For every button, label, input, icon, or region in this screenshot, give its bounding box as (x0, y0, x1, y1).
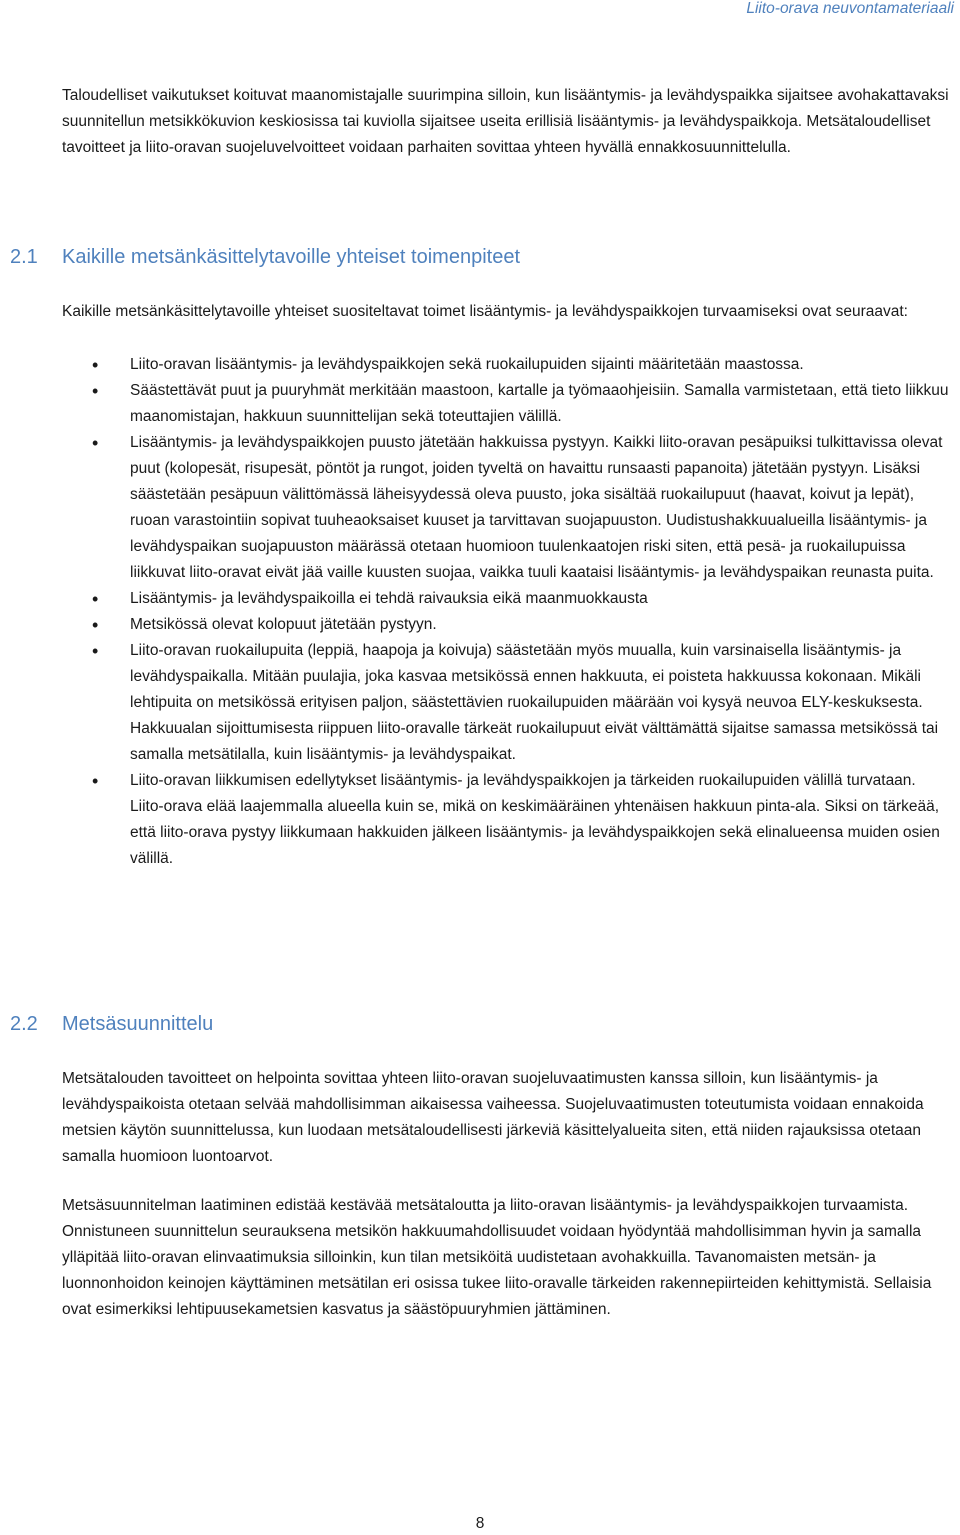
section-number: 2.2 (10, 1013, 38, 1035)
section-title: Kaikille metsänkäsittelytavoille yhteiset toimenpiteet (62, 246, 520, 268)
section-2-2-paragraph: Metsäsuunnitelman laatiminen edistää kestävää metsätaloutta ja liito-oravan lisääntymis- ja levähdyspaikkojen turvaamista. Onnistuneen suunnittelun seurauksena metsikön hakkuumahdollisuudet voidaan hyödyntää mahdollisimman hyvin ja samalla ylläpitää liito-oravan elinvaatimuksia silloinkin, kun tilan metsiköitä uudistetaan avohakkuilla. Tavanomaisten metsän- ja luonnonhoidon keinojen käyttäminen metsätilan eri osissa tukee liito-oravalle tärkeiden rakennepiirteiden kehittymistä. Sellaisia ovat esimerkiksi lehtipuusekametsien kasvatus ja säästöpuuryhmien jättäminen. (62, 1197, 932, 1318)
list-item: • Liito-oravan liikkumisen edellytykset lisääntymis- ja levähdyspaikkojen ja tärkeiden ruokailupuiden välillä turvataan. Liito-orava elää laajemmalla alueella kuin se, mikä on keskimääräinen yhtenäisen hakkuun pinta-ala. Siksi on tärkeää, että liito-orava pystyy liikkumaan hakkuiden jälkeen lisääntymis- ja levähdyspaikkojen sekä elinalueensa muiden osien välillä. (62, 768, 952, 872)
page-number: 8 (475, 1515, 485, 1532)
list-item: • Säästettävät puut ja puuryhmät merkitään maastoon, kartalle ja työmaaohjeisiin. Samalla varmistetaan, että tieto liikkuu maanomistajan, hakkuun suunnittelijan sekä toteuttajien välillä. (62, 378, 952, 430)
section-heading-2-2 (10, 1013, 213, 1036)
section-2-2-paragraph: Metsätalouden tavoitteet on helpointa sovittaa yhteen liito-oravan suojeluvaatimusten kanssa silloin, kun lisääntymis- ja levähdyspaikoista otetaan selvää mahdollisimman aikaisessa vaiheessa. Suojeluvaatimusten toteutumista voidaan ennakoida metsien käytön suunnittelussa, kun luodaan metsätaloudellisesti järkeviä käsittelyalueita siten, että niiden rajauksissa otetaan samalla huomioon luontoarvot. (62, 1070, 924, 1165)
section-heading-2-1 (10, 246, 520, 269)
intro-paragraph: Taloudelliset vaikutukset koituvat maanomistajalle suurimpina silloin, kun lisääntymis- ja levähdyspaikka sijaitsee avohakattavaksi suunnitellun metsikkökuvion keskiosissa tai kuviolla sijaitsee useita erillisiä lisääntymis- ja levähdyspaikkoja. Metsätaloudelliset tavoitteet ja liito-oravan suojeluvelvoitteet voidaan parhaiten sovittaa yhteen hyvällä ennakkosuunnittelulla. (62, 87, 949, 156)
list-item: • Lisääntymis- ja levähdyspaikoilla ei tehdä raivauksia eikä maanmuokkausta (62, 586, 952, 612)
section-2-1-lead: Kaikille metsänkäsittelytavoille yhteiset suositeltavat toimet lisääntymis- ja levähdyspaikkojen turvaamiseksi ovat seuraavat: (62, 303, 908, 320)
document-header-title: Liito-orava neuvontamateriaali (746, 0, 954, 17)
bullet-list (62, 352, 952, 872)
section-number: 2.1 (10, 246, 38, 268)
list-item: • Liito-oravan ruokailupuita (leppiä, haapoja ja koivuja) säästetään myös muualla, kuin varsinaisella lisääntymis- ja levähdyspaikalla. Mitään puulajia, joka kasvaa metsikössä ennen hakkuuta, ei poisteta hakkuussa kokonaan. Mikäli lehtipuita on metsikössä erityisen paljon, säästettävien ruokailupuiden määrään voi kysyä neuvoa ELY-keskuksesta. Hakkuualan sijoittumisesta riippuen liito-oravalle tärkeät ruokailupuut eivät välttämättä sijaitse samassa metsikössä tai samalla metsätilalla, kuin lisääntymis- ja levähdyspaikat. (62, 638, 952, 768)
list-item: • Lisääntymis- ja levähdyspaikkojen puusto jätetään hakkuissa pystyyn. Kaikki liito-oravan pesäpuiksi tulkittavissa olevat puut (kolopesät, risupesät, pöntöt ja rungot, joiden tyveltä on havaittu runsaasti papanoita) jätetään pystyyn. Lisäksi säästetään pesäpuun välittömässä läheisyydessä oleva puusto, joka sisältää ruokailupuut (haavat, koivut ja lepät), ruoan varastointiin sopivat tuuheaoksaiset kuuset ja tarvittavan suojapuuston. Uudistushakkuualueilla lisääntymis- ja levähdyspaikan suojapuuston määrässä otetaan huomioon tuulenkaatojen riski siten, että pesä- ja ruokailupuissa liikkuvat liito-oravat eivät jää vaille kuusten suojaa, vaikka tuuli kaataisi lisääntymis- ja levähdyspaikan reunasta puita. (62, 430, 952, 586)
list-item: • Liito-oravan lisääntymis- ja levähdyspaikkojen sekä ruokailupuiden sijainti määritetään maastossa. (62, 352, 952, 378)
section-title: Metsäsuunnittelu (62, 1013, 214, 1035)
list-item: • Metsikössä olevat kolopuut jätetään pystyyn. (62, 612, 952, 638)
